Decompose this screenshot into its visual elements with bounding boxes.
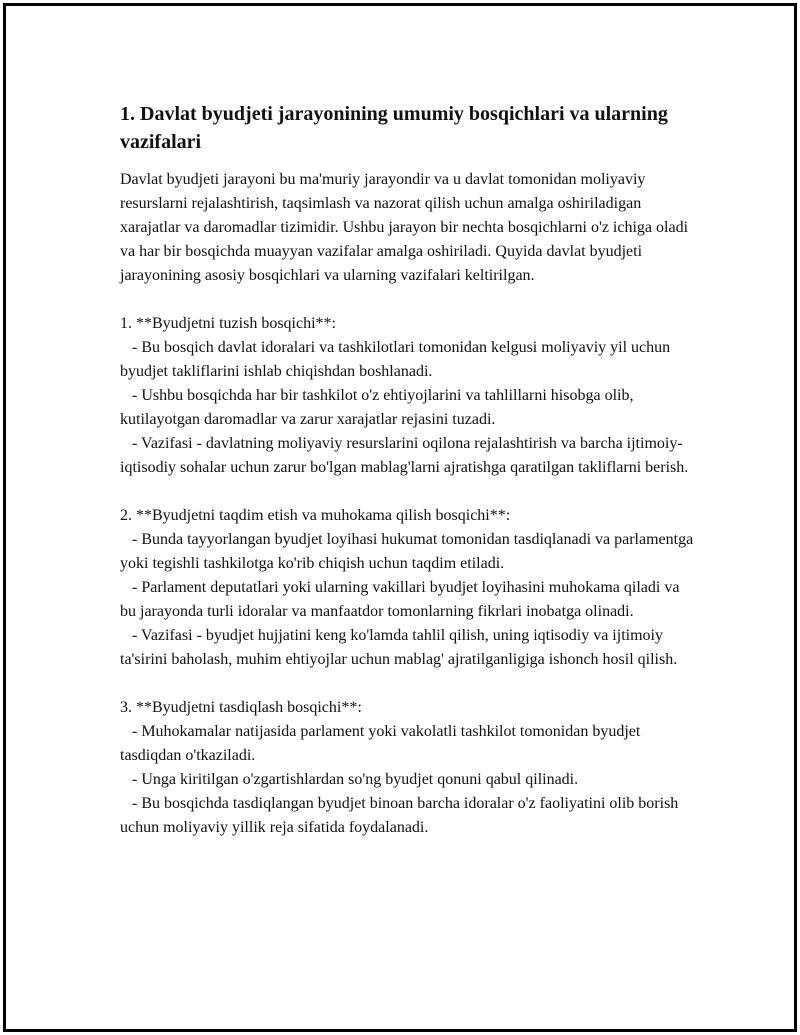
paragraph-gap: [120, 672, 695, 696]
section-item: - Bunda tayyorlangan byudjet loyihasi hukumat tomonidan tasdiqlanadi va parlamentga yoki tegishli tashkilotga ko'rib chiqish uchun taqdim etiladi.: [120, 531, 698, 572]
section-heading: 2. **Byudjetni taqdim etish va muhokama qilish bosqichi**:: [120, 507, 511, 524]
paragraph-gap: [120, 480, 695, 504]
document-page: [3, 3, 797, 1032]
section-item: - Vazifasi - davlatning moliyaviy resurslarini oqilona rejalashtirish va barcha ijtimoiy-iqtisodiy sohalar uchun zarur bo'lgan mablag'larni ajratishga qaratilgan takliflarni berish.: [120, 435, 689, 476]
section-heading: 1. **Byudjetni tuzish bosqichi**:: [120, 315, 336, 332]
document-content: [120, 100, 698, 840]
section-item: - Unga kiritilgan o'zgartishlardan so'ng byudjet qonuni qabul qilinadi.: [120, 771, 579, 788]
section-heading: 3. **Byudjetni tasdiqlash bosqichi**:: [120, 699, 362, 716]
paragraph-gap: [120, 288, 695, 312]
section-item: - Ushbu bosqichda har bir tashkilot o'z ehtiyojlarini va tahlillarni hisobga olib, kutilayotgan daromadlar va zarur xarajatlar rejasini tuzadi.: [120, 387, 638, 428]
section-item: - Bu bosqichda tasdiqlangan byudjet binoan barcha idoralar o'z faoliyatini olib borish uchun moliyaviy yillik reja sifatida foydalanadi.: [120, 795, 683, 836]
document-title: 1. Davlat byudjeti jarayonining umumiy bosqichlari va ularning vazifalari: [120, 103, 668, 153]
section-2: [120, 504, 698, 672]
section-item: - Muhokamalar natijasida parlament yoki vakolatli tashkilot tomonidan byudjet tasdiqdan o'tkaziladi.: [120, 723, 645, 764]
section-item: - Parlament deputatlari yoki ularning vakillari byudjet loyihasini muhokama qiladi va bu jarayonda turli idoralar va manfaatdor tomonlarning fikrlari inobatga olinadi.: [120, 579, 684, 620]
section-item: - Bu bosqich davlat idoralari va tashkilotlari tomonidan kelgusi moliyaviy yil uchun byudjet takliflarini ishlab chiqishdan boshlanadi.: [120, 339, 675, 380]
intro-paragraph: Davlat byudjeti jarayoni bu ma'muriy jarayondir va u davlat tomonidan moliyaviy resurslarni rejalashtirish, taqsimlash va nazorat qilish uchun amalga oshiriladigan xarajatlar va daromadlar tizimidir. Ushbu jarayon bir nechta bosqichlarni o'z ichiga oladi va har bir bosqichda muayyan vazifalar amalga oshiriladi. Quyida davlat byudjeti jarayonining asosiy bosqichlari va ularning vazifalari keltirilgan.: [120, 171, 693, 284]
section-item: - Vazifasi - byudjet hujjatini keng ko'lamda tahlil qilish, uning iqtisodiy va ijtimoiy ta'sirini baholash, muhim ehtiyojlar uchun mablag' ajratilganligiga ishonch hosil qilish.: [120, 627, 678, 668]
section-1: [120, 312, 695, 480]
section-3: [120, 696, 695, 840]
